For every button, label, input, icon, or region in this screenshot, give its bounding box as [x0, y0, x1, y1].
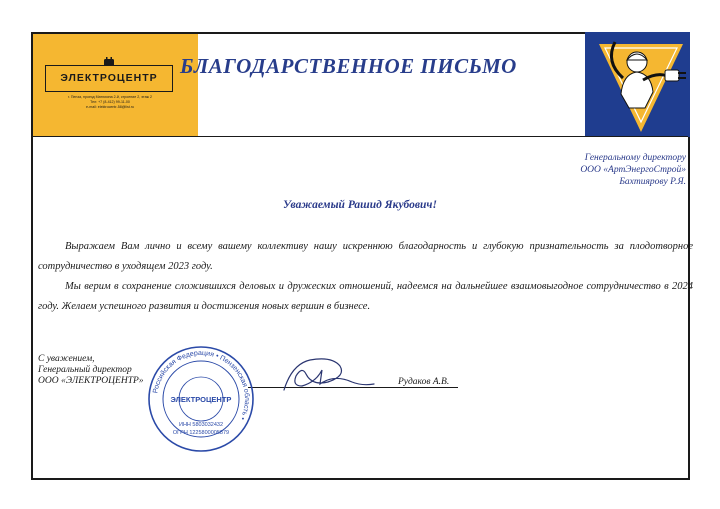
stamp-center-text: ЭЛЕКТРОЦЕНТР	[170, 395, 232, 404]
logo-phone: Тел: +7 (8-412) 99-11-00	[90, 100, 130, 105]
signer-position: Генеральный директор	[38, 365, 132, 375]
recipient-position: Генеральному директору	[584, 153, 686, 163]
logo-email: e-mail: elektrocentr-58@list.ru	[86, 105, 134, 110]
letter-body	[38, 237, 693, 317]
body-paragraph-2: Мы верим в сохранение сложившихся деловых и дружеских отношений, надеемся на дальнейшее взаимовыгодное сотрудничество в 2024 году. Желаем успешного развития и достижения новых вершин в бизнесе.	[38, 281, 693, 312]
energy-worker-emblem	[585, 32, 690, 137]
logo-contacts	[47, 95, 173, 111]
signer-company: ООО «ЭЛЕКТРОЦЕНТР»	[38, 376, 144, 386]
header-divider	[33, 136, 688, 137]
handwritten-signature	[262, 352, 382, 397]
closing-regards: С уважением,	[38, 354, 95, 364]
stamp-ring-text: Российская Федерация • Пензенская область •	[152, 349, 251, 421]
company-stamp	[146, 344, 256, 454]
body-paragraph-1: Выражаем Вам лично и всему вашему коллективу нашу искреннюю благодарность и глубокую признательность за плодотворное сотрудничество в уходящем 2023 году.	[38, 241, 693, 272]
recipient-company: ООО «АртЭнергоСтрой»	[580, 165, 686, 175]
letter-title: БЛАГОДАРСТВЕННОЕ ПИСЬМО	[180, 54, 517, 78]
logo-name: ЭЛЕКТРОЦЕНТР	[60, 72, 158, 84]
stamp-inn: ИНН 5803032432	[178, 422, 224, 428]
recipient-name: Бахтиярову Р.Я.	[619, 177, 686, 187]
signer-name: Рудаков А.В.	[398, 377, 450, 387]
plug-icon	[101, 57, 117, 67]
recipient-block	[580, 152, 686, 188]
greeting: Уважаемый Рашид Якубович!	[283, 199, 437, 211]
company-logo-block	[33, 34, 198, 137]
stamp-ogrn: ОГРН 1225800005879	[172, 430, 230, 436]
logo-address: г. Пенза, проезд Матюхина 2-й, строение 2, этаж 2	[67, 95, 153, 99]
signature-block	[38, 354, 144, 387]
company-logo	[45, 65, 173, 92]
